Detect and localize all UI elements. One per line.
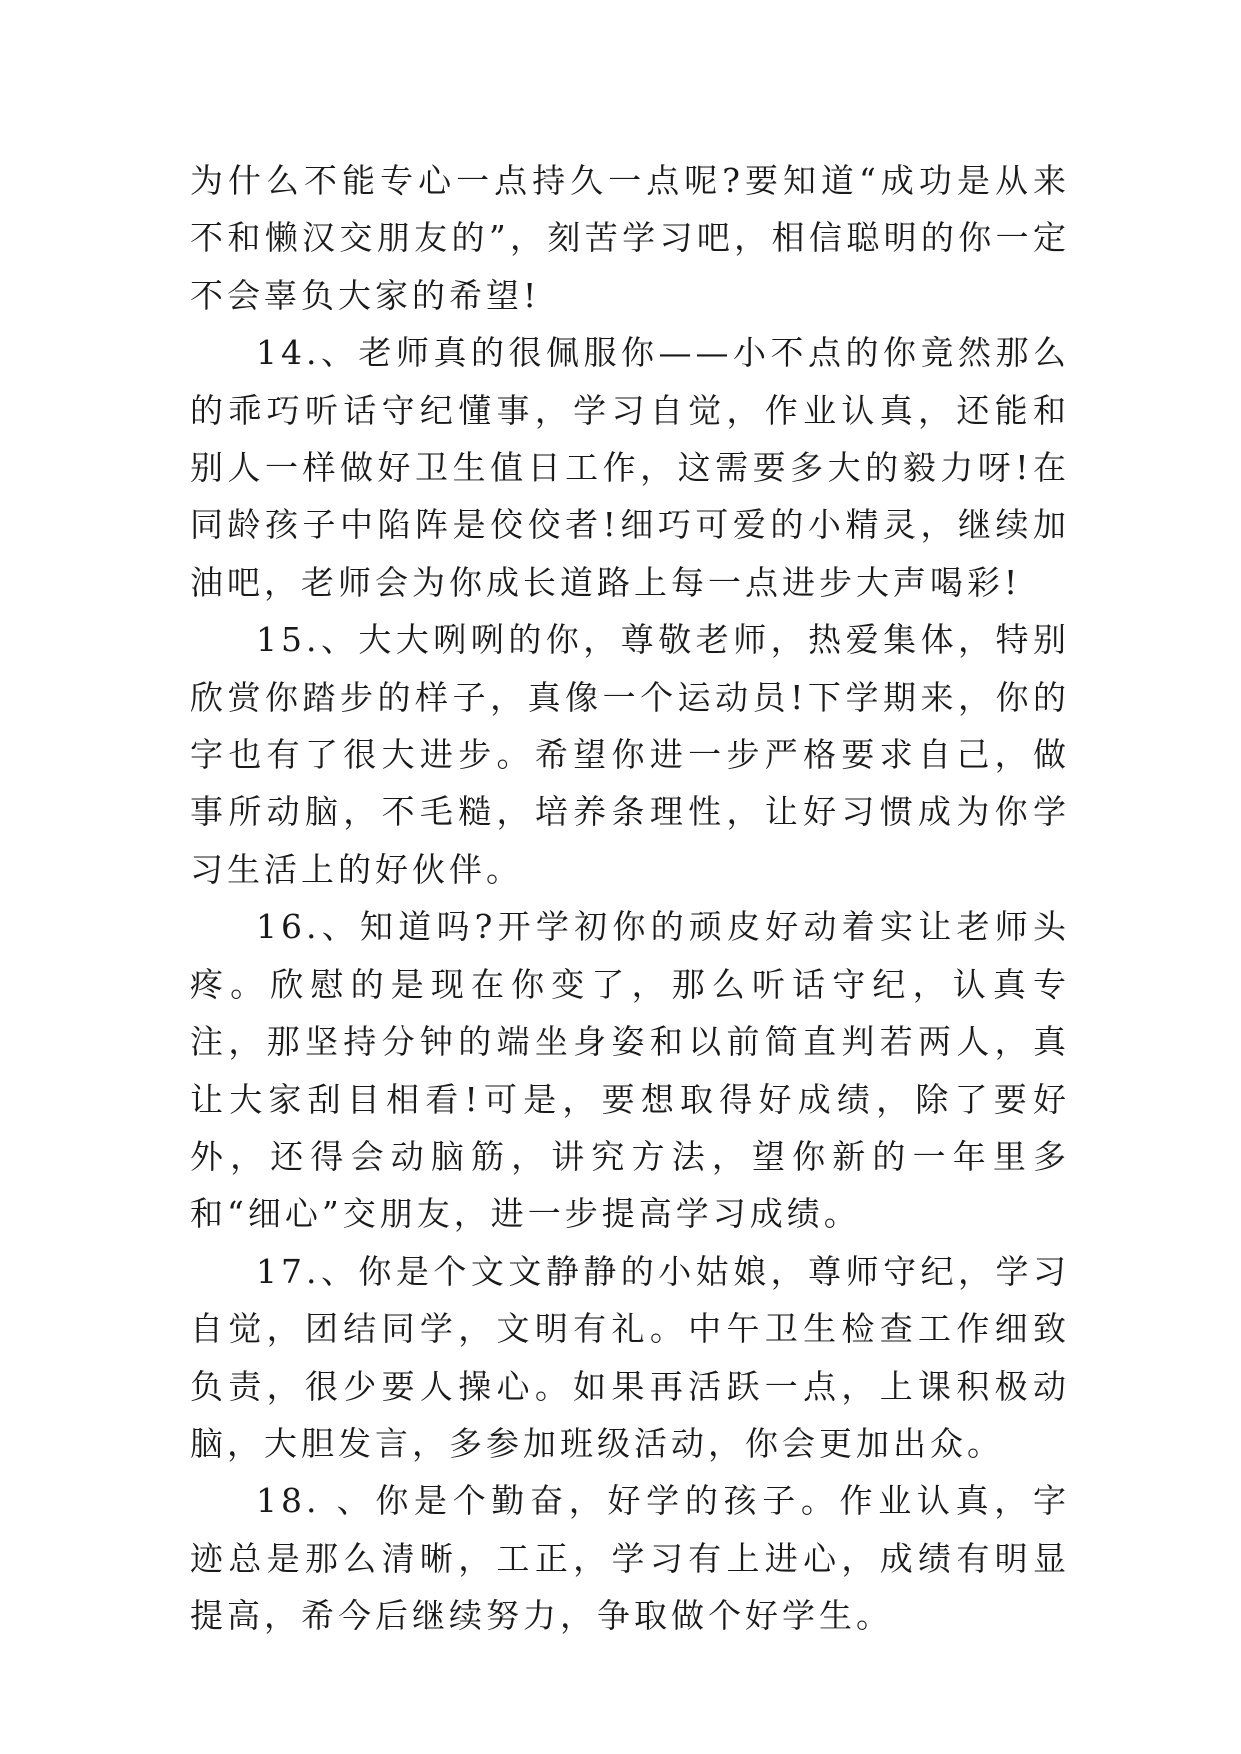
paragraph-continuation: 为什么不能专心一点持久一点呢?要知道“成功是从来不和懒汉交朋友的”，刻苦学习吧，相信聪明的你一定不会辜负大家的希望! <box>190 161 1070 315</box>
paragraph-comment-16: 16.、知道吗?开学初你的顽皮好动着实让老师头疼。欣慰的是现在你变了，那么听话守纪，认真专注，那坚持分钟的端坐身姿和以前简直判若两人，真让大家刮目相看!可是，要想取得好成绩，除了要好外，还得会动脑筋，讲究方法，望你新的一年里多和“细心”交朋友，进一步提高学习成绩。 <box>190 907 1070 1234</box>
paragraph-comment-18: 18. 、你是个勤奋，好学的孩子。作业认真，字迹总是那么清晰，工正，学习有上进心，成绩有明显提高，希今后继续努力，争取做个好学生。 <box>190 1481 1070 1636</box>
paragraph-comment-14: 14.、老师真的很佩服你——小不点的你竟然那么的乖巧听话守纪懂事，学习自觉，作业认真，还能和别人一样做好卫生值日工作，这需要多大的毅力呀!在同龄孩子中陷阵是佼佼者!细巧可爱的小精灵，继续加油吧，老师会为你成长道路上每一点进步大声喝彩! <box>190 333 1070 602</box>
paragraph-comment-17: 17.、你是个文文静静的小姑娘，尊师守纪，学习自觉，团结同学，文明有礼。中午卫生检查工作细致负责，很少要人操心。如果再活跃一点，上课积极动脑，大胆发言，多参加班级活动，你会更加出众。 <box>190 1251 1070 1463</box>
paragraph-comment-15: 15.、大大咧咧的你，尊敬老师，热爱集体，特别欣赏你踏步的样子，真像一个运动员!下学期来，你的字也有了很大进步。希望你进一步严格要求自己，做事所动脑，不毛糙，培养条理性，让好习惯成为你学习生活上的好伙伴。 <box>190 620 1070 889</box>
document-body <box>190 152 1070 1645</box>
